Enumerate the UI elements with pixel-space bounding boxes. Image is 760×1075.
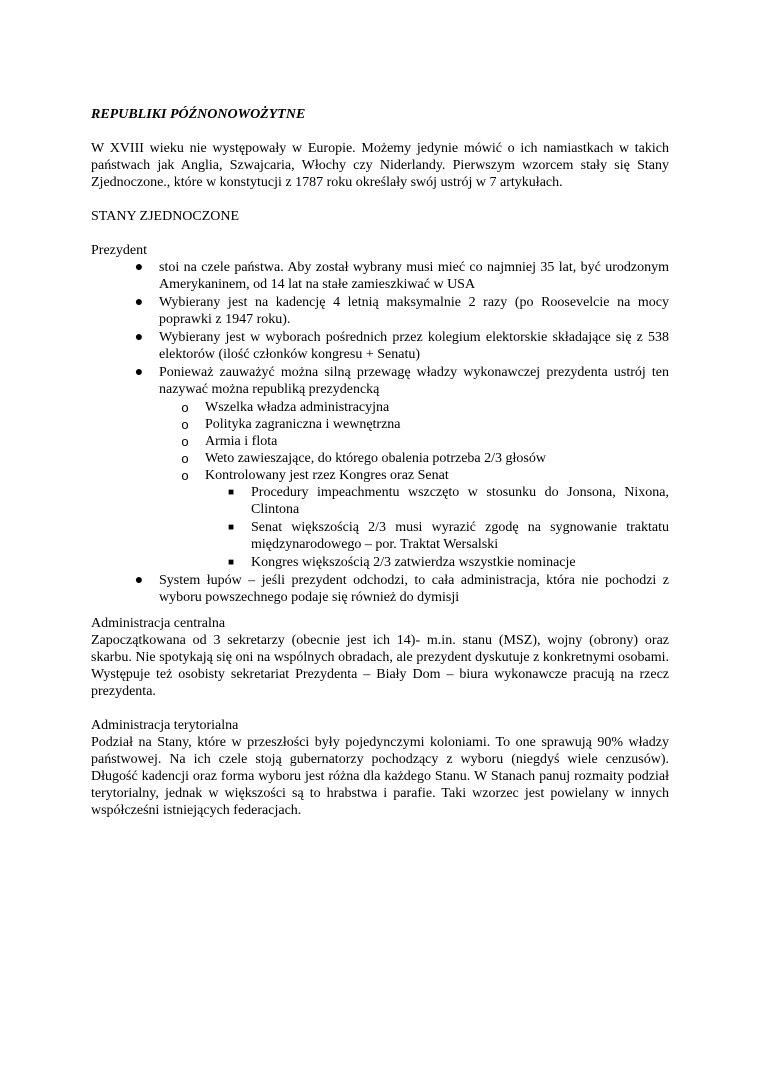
document-body xyxy=(91,106,669,819)
bullet-icon: ● xyxy=(134,295,144,310)
sub-list-item: o Armia i flota xyxy=(181,434,278,449)
list-item: ● Ponieważ zauważyć można silną przewagę władzy wykonawczej prezydenta ustrój ten nazywać można republiką prezydencką xyxy=(134,365,669,397)
subsub-list-item: ■ Procedury impeachmentu wszczęto w stosunku do Jonsona, Nixona, Clintona xyxy=(227,485,669,517)
president-list-end xyxy=(91,572,669,606)
document-heading: REPUBLIKI PÓŹNONOWOŻYTNE xyxy=(91,107,306,122)
president-sublist xyxy=(91,399,669,484)
list-item: ● Wybierany jest w wyborach pośrednich przez kolegium elektorskie składające się z 538 elektorów (ilość członków kongresu + Senatu) xyxy=(134,330,669,362)
intro-paragraph: W XVIII wieku nie występowały w Europie. Możemy jedynie mówić o ich namiastkach w takich państwach jak Anglia, Szwajcaria, Włochy czy Niderlandy. Pierwszym wzorcem stały się Stany Zjednoczone., które w konstytucji z 1787 roku określały swój ustrój w 7 artykułach. xyxy=(91,141,669,190)
square-bullet-icon: ■ xyxy=(227,557,235,568)
circle-bullet-icon: o xyxy=(181,468,189,483)
bullet-icon: ● xyxy=(134,573,144,588)
central-admin-paragraph: Zapoczątkowana od 3 sekretarzy (obecnie jest ich 14)- m.in. stanu (MSZ), wojny (obrony) oraz skarbu. Nie spotykają się oni na wspólnych obradach, ale prezydent dyskutuje z konkretnymi osobami. Występuje też osobisty sekretariat Prezydenta – Biały Dom – biura wykonawcze pracują na rzecz prezydenta. xyxy=(91,633,669,699)
bullet-icon: ● xyxy=(134,260,144,275)
square-bullet-icon: ■ xyxy=(227,487,235,498)
list-item: ● System łupów – jeśli prezydent odchodzi, to cała administracja, która nie pochodzi z wyboru powszechnego podaje się również do dymisji xyxy=(134,573,669,605)
president-label: Prezydent xyxy=(91,243,147,258)
list-item: ● stoi na czele państwa. Aby został wybrany musi mieć co najmniej 35 lat, być urodzonym Amerykaninem, od 14 lat na stałe zamieszkiwać w USA xyxy=(134,260,669,292)
subsub-list-item: ■ Senat większością 2/3 musi wyrazić zgodę na sygnowanie traktatu międzynarodowego – por. Traktat Wersalski xyxy=(227,520,669,552)
president-list xyxy=(91,259,669,398)
circle-bullet-icon: o xyxy=(181,451,189,466)
circle-bullet-icon: o xyxy=(181,400,189,415)
territorial-admin-label: Administracja terytorialna xyxy=(91,718,239,733)
bullet-icon: ● xyxy=(134,365,144,380)
square-bullet-icon: ■ xyxy=(227,522,235,533)
circle-bullet-icon: o xyxy=(181,417,189,432)
subsub-list-item: ■ Kongres większością 2/3 zatwierdza wszystkie nominacje xyxy=(227,555,576,570)
bullet-icon: ● xyxy=(134,330,144,345)
sub-list-item: o Kontrolowany jest rzez Kongres oraz Senat xyxy=(181,468,449,483)
sub-list-item: o Wszelka władza administracyjna xyxy=(181,400,390,415)
president-subsublist xyxy=(91,484,669,571)
section-title: STANY ZJEDNOCZONE xyxy=(91,209,240,224)
central-admin-label: Administracja centralna xyxy=(91,616,226,631)
territorial-admin-paragraph: Podział na Stany, które w przeszłości były pojedynczymi koloniami. To one sprawują 90% władzy państwowej. Na ich czele stoją gubernatorzy pochodzący z wyboru (niegdyś wiele cenzusów). Długość kadencji oraz forma wyboru jest różna dla każdego Stanu. W Stanach panuj rozmaity podział terytorialny, jednak w większości są to hrabstwa i parafie. Taki wzorzec jest powielany w innych współcześni istniejących federacjach. xyxy=(91,735,669,818)
circle-bullet-icon: o xyxy=(181,434,189,449)
list-item: ● Wybierany jest na kadencję 4 letnią maksymalnie 2 razy (po Roosevelcie na mocy poprawki z 1947 roku). xyxy=(134,295,669,327)
sub-list-item: o Polityka zagraniczna i wewnętrzna xyxy=(181,417,401,432)
sub-list-item: o Weto zawieszające, do którego obalenia potrzeba 2/3 głosów xyxy=(181,451,546,466)
